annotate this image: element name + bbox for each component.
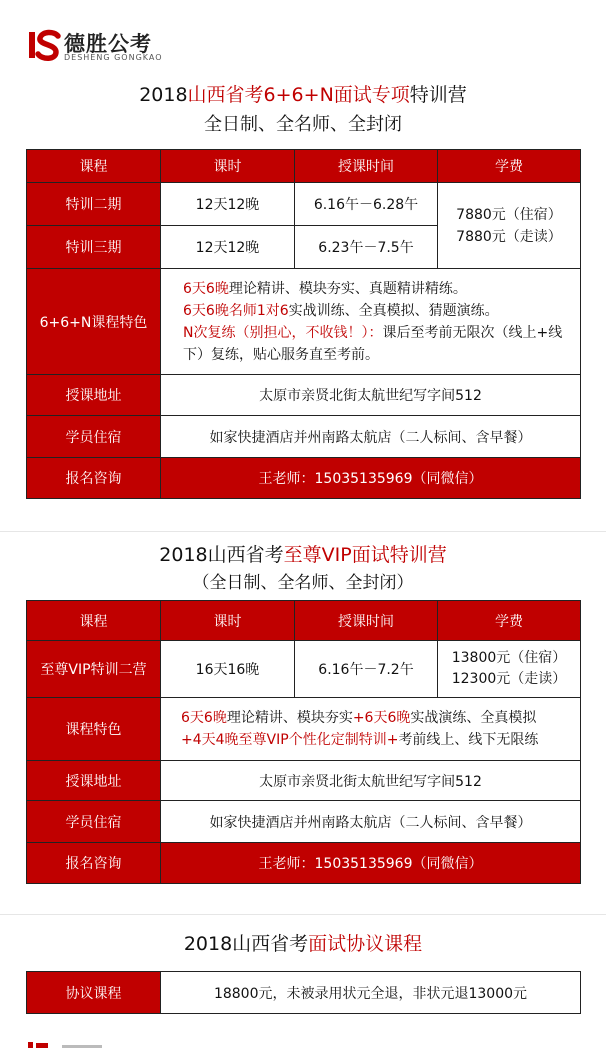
contact-value: 王老师：15035135969（同微信） xyxy=(161,843,581,884)
footer-logo-icon xyxy=(28,1040,108,1048)
address-label: 授课地址 xyxy=(27,375,161,416)
header-hours: 课时 xyxy=(161,601,295,641)
hotel-label: 学员住宿 xyxy=(27,801,161,843)
hotel-value: 如家快捷酒店并州南路太航店（二人标间、含早餐） xyxy=(161,416,581,458)
table-row xyxy=(27,641,581,698)
fee-commuting: 12300元（走读） xyxy=(451,671,567,687)
brand-name-en: DESHENG GONGKAO xyxy=(64,53,163,62)
course-hours: 12天12晚 xyxy=(161,226,295,269)
agreement-row xyxy=(27,972,581,1014)
logo-mark-icon xyxy=(28,28,62,62)
agreement-label: 协议课程 xyxy=(27,972,161,1014)
section1-subtitle: 全日制、全名师、全封闭 xyxy=(204,114,402,135)
header-fee: 学费 xyxy=(438,601,581,641)
agreement-value: 18800元，未被录用状元全退，非状元退13000元 xyxy=(161,972,581,1014)
contact-row xyxy=(27,843,581,884)
address-value: 太原市亲贤北街太航世纪写字间512 xyxy=(161,375,581,416)
contact-label: 报名咨询 xyxy=(27,458,161,499)
feature-label: 课程特色 xyxy=(27,698,161,761)
fee-boarding: 13800元（住宿） xyxy=(451,650,567,666)
address-row xyxy=(27,375,581,416)
course-hours: 16天16晚 xyxy=(161,641,295,698)
hotel-row xyxy=(27,801,581,843)
address-label: 授课地址 xyxy=(27,761,161,801)
feature-row xyxy=(27,698,581,761)
table-row xyxy=(27,183,581,226)
course-name: 至尊VIP特训二营 xyxy=(27,641,161,698)
section2-title: 2018山西省考至尊VIP面试特训营 xyxy=(159,544,447,566)
header-fee: 学费 xyxy=(438,150,581,183)
course-time: 6.16午－7.2午 xyxy=(295,641,438,698)
hotel-label: 学员住宿 xyxy=(27,416,161,458)
brand-logo xyxy=(28,26,188,66)
divider xyxy=(0,531,606,532)
table-header-row xyxy=(27,150,581,183)
header-time: 授课时间 xyxy=(295,150,438,183)
divider xyxy=(0,914,606,915)
header-hours: 课时 xyxy=(161,150,295,183)
contact-row xyxy=(27,458,581,499)
hotel-row xyxy=(27,416,581,458)
course-name: 特训二期 xyxy=(27,183,161,226)
course-time: 6.16午－6.28午 xyxy=(295,183,438,226)
contact-label: 报名咨询 xyxy=(27,843,161,884)
course-name: 特训三期 xyxy=(27,226,161,269)
section2-subtitle: （全日制、全名师、全封闭） xyxy=(192,573,414,593)
contact-value: 王老师：15035135969（同微信） xyxy=(161,458,581,499)
course-time: 6.23午－7.5午 xyxy=(295,226,438,269)
fee-boarding: 7880元（住宿） xyxy=(456,206,562,223)
feature-text: 6天6晚理论精讲、模块夯实、真题精讲精练。 6天6晚名师1对6实战训练、全真模拟、猜题演练。 N次复练（别担心，不收钱！）：课后至考前无限次（线上+线下）复练，贴心服务直至考前。 xyxy=(161,269,581,375)
header-course: 课程 xyxy=(27,150,161,183)
header-course: 课程 xyxy=(27,601,161,641)
section3-title: 2018山西省考面试协议课程 xyxy=(183,933,423,955)
table-header-row xyxy=(27,601,581,641)
feature-label: 6+6+N课程特色 xyxy=(27,269,161,375)
section1-title: 2018山西省考6+6+N面试专项特训营 xyxy=(139,84,467,106)
course-fee xyxy=(438,641,581,698)
section1-table xyxy=(26,149,581,499)
section2-table xyxy=(26,600,581,884)
course-hours: 12天12晚 xyxy=(161,183,295,226)
address-row xyxy=(27,761,581,801)
feature-row xyxy=(27,269,581,375)
address-value: 太原市亲贤北街太航世纪写字间512 xyxy=(161,761,581,801)
course-fee xyxy=(438,183,581,269)
brand-name: 德胜公考 xyxy=(64,32,152,56)
header-time: 授课时间 xyxy=(295,601,438,641)
fee-commuting: 7880元（走读） xyxy=(456,228,562,245)
section3-table xyxy=(26,971,581,1014)
hotel-value: 如家快捷酒店并州南路太航店（二人标间、含早餐） xyxy=(161,801,581,843)
feature-text: 6天6晚理论精讲、模块夯实+6天6晚实战演练、全真模拟 +4天4晚至尊VIP个性化定制特训+考前线上、线下无限练 xyxy=(161,698,581,761)
